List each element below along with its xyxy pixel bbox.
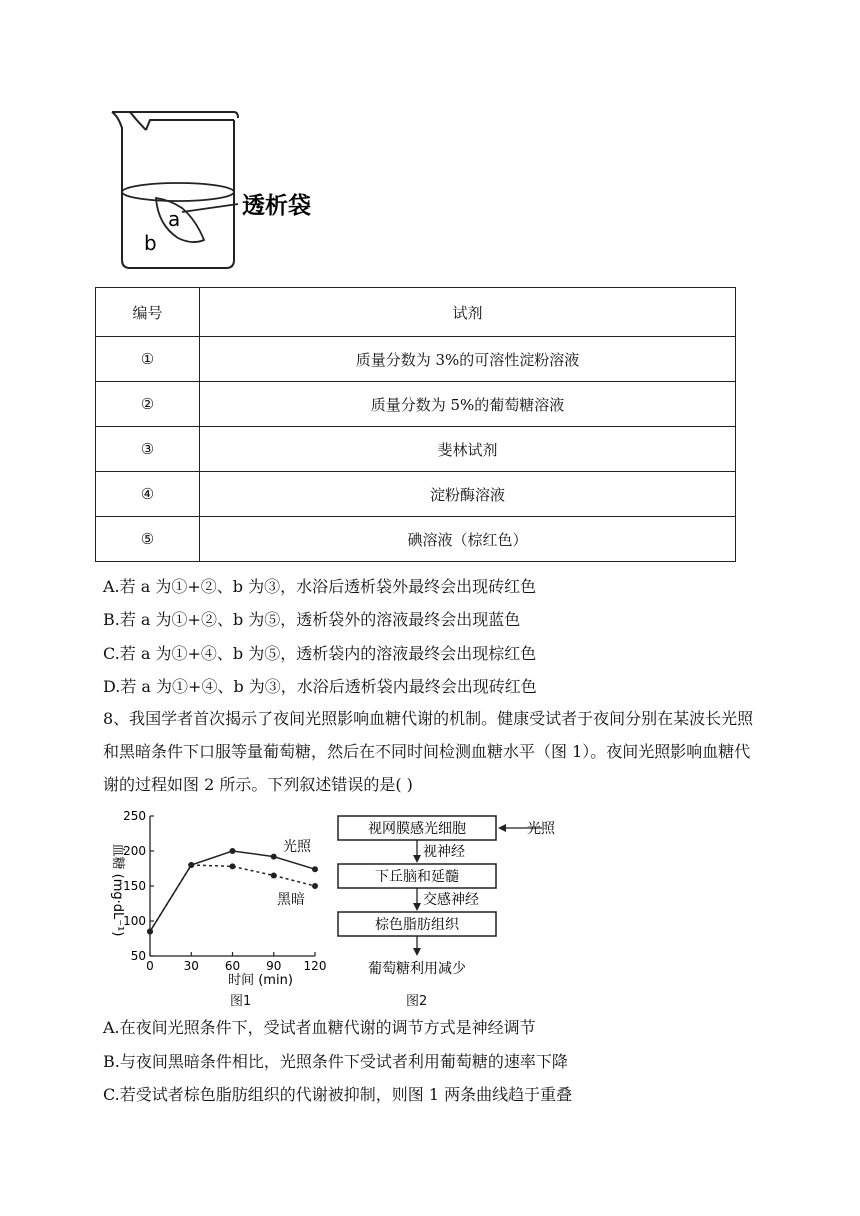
x-tick-label: 0 — [146, 959, 154, 973]
table-row — [96, 337, 736, 382]
table-row — [96, 517, 736, 562]
q7-option-a: A.若 a 为①+②、b 为③，水浴后透析袋外最终会出现砖红色 — [103, 577, 537, 596]
data-point — [271, 873, 277, 879]
row-reagent: 碘溶液（棕红色） — [200, 517, 736, 562]
data-point — [312, 866, 318, 872]
table-row — [96, 382, 736, 427]
q7-option-c: C.若 a 为①+④、b 为⑤，透析袋内的溶液最终会出现棕红色 — [103, 644, 537, 663]
y-tick-label: 150 — [123, 879, 146, 893]
y-tick-label: 100 — [123, 914, 146, 928]
data-point — [312, 883, 318, 889]
row-num: ⑤ — [96, 517, 200, 562]
x-tick-label: 60 — [224, 959, 241, 973]
row-num: ① — [96, 337, 200, 382]
beaker-figure — [100, 100, 360, 275]
row-reagent: 斐林试剂 — [200, 427, 736, 472]
row-reagent: 质量分数为 3%的可溶性淀粉溶液 — [200, 337, 736, 382]
table-row — [96, 472, 736, 517]
y-axis-label: 血糖 (mg·dL⁻¹) — [110, 843, 125, 937]
input-light: 光照 — [527, 821, 555, 837]
row-num: ③ — [96, 427, 200, 472]
arrow-sympathetic: 交感神经 — [423, 892, 479, 908]
data-point — [147, 929, 153, 935]
x-tick-label: 90 — [266, 959, 282, 973]
x-tick-label: 120 — [303, 959, 327, 973]
box-hypothalamus-label: 下丘脑和延髓 — [375, 869, 459, 885]
reagent-table — [95, 287, 736, 562]
row-reagent: 淀粉酶溶液 — [200, 472, 736, 517]
q7-option-d: D.若 a 为①+④、b 为③，水浴后透析袋内最终会出现砖红色 — [103, 677, 537, 696]
y-tick-label: 250 — [123, 809, 146, 823]
series-label: 黑暗 — [277, 892, 305, 908]
q8-option-b: B.与夜间黑暗条件相比，光照条件下受试者利用葡萄糖的速率下降 — [103, 1052, 568, 1071]
q8-option-c: C.若受试者棕色脂肪组织的代谢被抑制，则图 1 两条曲线趋于重叠 — [103, 1085, 573, 1104]
label-b: b — [144, 231, 157, 255]
y-tick-label: 200 — [123, 844, 146, 858]
x-axis-label: 时间 (min) — [228, 973, 293, 988]
q8-stem: 8、我国学者首次揭示了夜间光照影响血糖代谢的机制。健康受试者于夜间分别在某波长光照和黑暗条件下口服等量葡萄糖，然后在不同时间检测血糖水平（图 1）。夜间光照影响血糖代谢的过程如图 2 所示。下列叙述错误的是( ) — [103, 709, 754, 794]
box-brown-fat-label: 棕色脂肪组织 — [375, 917, 459, 933]
result-text: 葡萄糖利用减少 — [368, 961, 466, 977]
data-point — [188, 862, 194, 868]
header-num: 编号 — [96, 288, 200, 337]
label-a: a — [168, 207, 181, 231]
data-point — [230, 848, 236, 854]
beaker-outline — [112, 112, 234, 268]
q7-option-b: B.若 a 为①+②、b 为⑤，透析袋外的溶液最终会出现蓝色 — [103, 610, 521, 629]
y-tick-label: 50 — [130, 949, 146, 963]
header-reagent: 试剂 — [200, 288, 736, 337]
figure1-chart — [100, 808, 330, 1008]
beaker-liquid-surface — [122, 183, 234, 201]
arrow-optic-nerve: 视神经 — [423, 844, 465, 860]
row-reagent: 质量分数为 5%的葡萄糖溶液 — [200, 382, 736, 427]
figure1-caption: 图1 — [230, 994, 252, 1009]
q8-option-a: A.在夜间光照条件下，受试者血糖代谢的调节方式是神经调节 — [103, 1018, 536, 1037]
figure2-diagram — [330, 808, 570, 988]
label-bag: 透析袋 — [242, 193, 311, 219]
series-label: 光照 — [283, 839, 311, 856]
row-num: ② — [96, 382, 200, 427]
box-retina-label: 视网膜感光细胞 — [368, 821, 466, 837]
data-point — [271, 854, 277, 860]
figure2-caption: 图2 — [406, 994, 428, 1009]
row-num: ④ — [96, 472, 200, 517]
table-header-row — [96, 288, 736, 337]
x-tick-label: 30 — [183, 959, 199, 973]
table-row — [96, 427, 736, 472]
data-point — [230, 863, 236, 869]
